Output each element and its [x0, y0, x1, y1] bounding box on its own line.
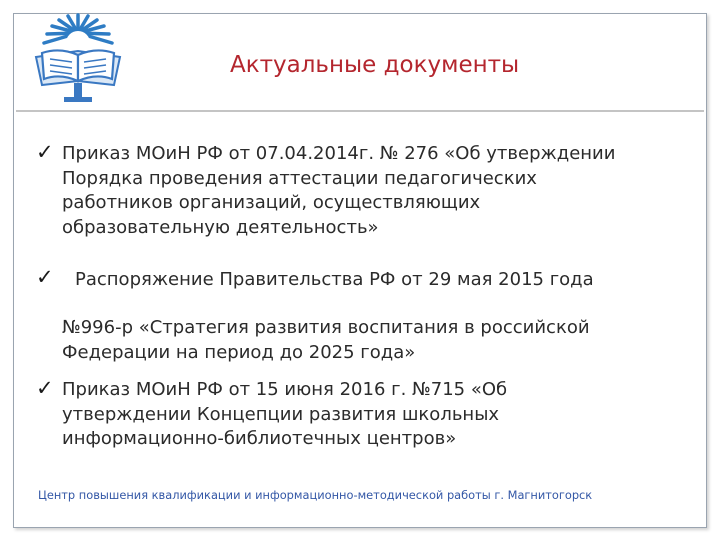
list-item	[62, 378, 702, 452]
page-title: Актуальные документы	[230, 52, 520, 78]
list-item	[62, 316, 702, 365]
list-item-line: образовательную деятельность»	[62, 216, 379, 238]
list-item-line: Федерации на период до 2025 года»	[62, 341, 416, 363]
list-item-line: Приказ МОиН РФ от 07.04.2014г. № 276 «Об утверждении	[62, 143, 616, 164]
list-item	[62, 142, 702, 240]
footer-caption: Центр повышения квалификации и информационно-методической работы г. Магнитогорск	[38, 488, 593, 502]
checkmark-icon: ✓	[36, 140, 54, 164]
list-item-line: утверждении Концепции развития школьных	[62, 403, 500, 425]
list-item-line: информационно-библиотечных центров»	[62, 428, 457, 449]
open-book-logo-icon	[22, 7, 132, 107]
list-item-line: Распоряжение Правительства РФ от 29 мая 2015 года	[75, 269, 594, 290]
title-divider	[16, 110, 704, 112]
checkmark-icon: ✓	[36, 265, 54, 289]
list-item	[75, 268, 715, 293]
checkmark-icon: ✓	[36, 376, 54, 400]
list-item-line: Порядка проведения аттестации педагогических	[62, 167, 537, 189]
list-item-line: Приказ МОиН РФ от 15 июня 2016 г. №715 «Об	[62, 379, 508, 400]
list-item-line: №996-р «Стратегия развития воспитания в российской	[62, 317, 590, 338]
list-item-line: работников организаций, осуществляющих	[62, 192, 481, 213]
